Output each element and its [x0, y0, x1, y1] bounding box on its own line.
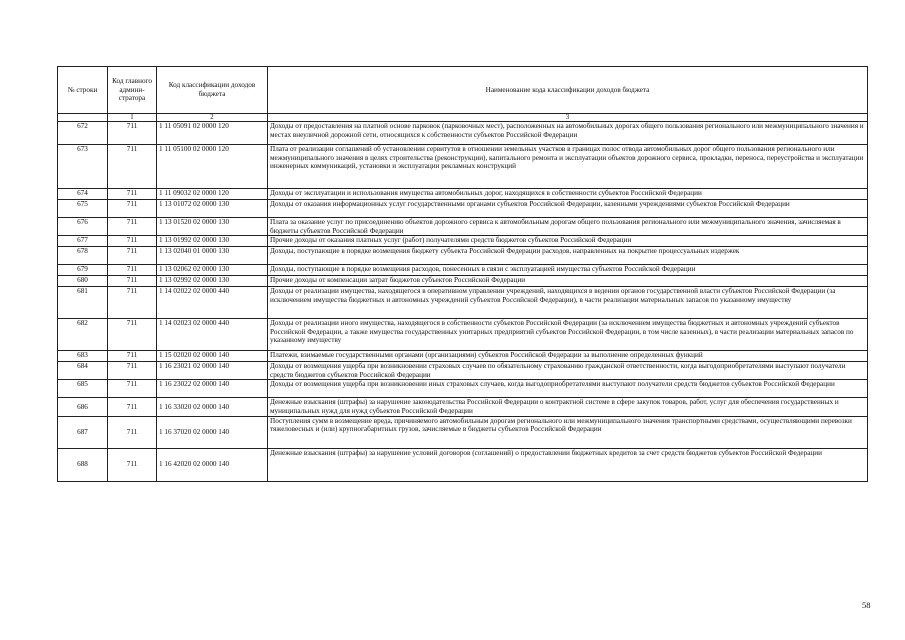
admin-code-cell: 711	[108, 122, 157, 145]
classification-name-cell: Доходы от реализации имущества, находящегося в оперативном управлении учреждений, находящихся в ведении органов государственной власти субъектов Российской Федерации (за исключением имущества бюджетных и автономных учреждений субъектов Российской Федерации), в части реализации материальных запасов по указанному имуществу	[268, 287, 868, 319]
table-row	[58, 145, 868, 189]
classification-code-cell: 1 16 23021 02 0000 140	[157, 362, 268, 380]
classification-code-cell: 1 14 02023 02 0000 440	[157, 319, 268, 351]
table-row	[58, 287, 868, 319]
table-row	[58, 122, 868, 145]
classification-name-cell: Плата за оказание услуг по присоединению объектов дорожного сервиса к автомобильным дорогам общего пользования регионального или межмуниципального значения, зачисляемая в бюджеты субъектов Российской Федерации	[268, 218, 868, 236]
row-number-cell: 678	[58, 247, 108, 265]
row-number-cell: 682	[58, 319, 108, 351]
row-number-cell: 677	[58, 236, 108, 247]
table-row	[58, 189, 868, 200]
column-number: 1	[108, 114, 157, 122]
classification-code-cell: 1 13 01992 02 0000 130	[157, 236, 268, 247]
revenue-classification-table-container	[57, 66, 868, 482]
classification-code-cell: 1 11 05091 02 0000 120	[157, 122, 268, 145]
table-row	[58, 380, 868, 398]
admin-code-cell: 711	[108, 362, 157, 380]
table-row	[58, 247, 868, 265]
column-number-row	[58, 114, 868, 122]
classification-name-cell: Доходы от возмещения ущерба при возникновении иных страховых случаев, когда выгодоприобретателями выступают получатели средств бюджетов субъектов Российской Федерации	[268, 380, 868, 398]
classification-code-cell: 1 13 02062 02 0000 130	[157, 265, 268, 276]
table-row	[58, 448, 868, 481]
header-classification-code: Код классификации доходов бюджета	[157, 67, 268, 114]
row-number-cell: 675	[58, 200, 108, 218]
admin-code-cell: 711	[108, 398, 157, 416]
classification-code-cell: 1 13 02040 01 0000 130	[157, 247, 268, 265]
table-row	[58, 319, 868, 351]
classification-name-cell: Денежные взыскания (штрафы) за нарушение условий договоров (соглашений) о предоставлении бюджетных кредитов за счет средств бюджетов субъектов Российской Федерации	[268, 448, 868, 481]
classification-code-cell: 1 15 02020 02 0000 140	[157, 351, 268, 362]
row-number-cell: 676	[58, 218, 108, 236]
header-row-number: № строки	[58, 67, 108, 114]
row-number-cell: 687	[58, 416, 108, 448]
table-row	[58, 416, 868, 448]
table-row	[58, 218, 868, 236]
classification-name-cell: Прочие доходы от оказания платных услуг (работ) получателями средств бюджетов субъектов Российской Федерации	[268, 236, 868, 247]
row-number-cell: 686	[58, 398, 108, 416]
classification-name-cell: Доходы от реализации иного имущества, находящегося в собственности субъектов Российской Федерации (за исключением имущества бюджетных и автономных учреждений субъектов Российской Федерации, а также имущества государственных унитарных предприятий субъектов Российской Федерации, в том числе казенных), в части реализации материальных запасов по указанному имуществу	[268, 319, 868, 351]
row-number-cell: 684	[58, 362, 108, 380]
table-row	[58, 236, 868, 247]
classification-code-cell: 1 13 02992 02 0000 130	[157, 276, 268, 287]
table-row	[58, 351, 868, 362]
classification-name-cell: Денежные взыскания (штрафы) за нарушение законодательства Российской Федерации о контрактной системе в сфере закупок товаров, работ, услуг для обеспечения государственных и муниципальных нужд для нужд субъектов Российской Федерации	[268, 398, 868, 416]
admin-code-cell: 711	[108, 319, 157, 351]
classification-code-cell: 1 14 02022 02 0000 440	[157, 287, 268, 319]
admin-code-cell: 711	[108, 218, 157, 236]
row-number-cell: 683	[58, 351, 108, 362]
classification-code-cell: 1 16 23022 02 0000 140	[157, 380, 268, 398]
row-number-cell: 681	[58, 287, 108, 319]
classification-name-cell: Доходы от оказания информационных услуг государственными органами субъектов Российской Федерации, казенными учреждениями субъектов Российской Федерации	[268, 200, 868, 218]
classification-code-cell: 1 13 01072 02 0000 130	[157, 200, 268, 218]
classification-code-cell: 1 13 01520 02 0000 130	[157, 218, 268, 236]
admin-code-cell: 711	[108, 236, 157, 247]
classification-code-cell: 1 16 37020 02 0000 140	[157, 416, 268, 448]
classification-name-cell: Доходы от возмещения ущерба при возникновении страховых случаев по обязательному страхованию гражданской ответственности, когда выгодоприобретателями выступают получатели средств бюджетов субъектов Российской Федерации	[268, 362, 868, 380]
table-body	[58, 122, 868, 482]
admin-code-cell: 711	[108, 287, 157, 319]
classification-code-cell: 1 11 05100 02 0000 120	[157, 145, 268, 189]
row-number-cell: 673	[58, 145, 108, 189]
classification-name-cell: Доходы, поступающие в порядке возмещения расходов, понесенных в связи с эксплуатацией имущества субъектов Российской Федерации	[268, 265, 868, 276]
classification-code-cell: 1 16 42020 02 0000 140	[157, 448, 268, 481]
table-row	[58, 200, 868, 218]
table-header-row	[58, 67, 868, 114]
classification-code-cell: 1 11 09032 02 0000 120	[157, 189, 268, 200]
admin-code-cell: 711	[108, 351, 157, 362]
classification-name-cell: Доходы от эксплуатации и использования имущества автомобильных дорог, находящихся в собственности субъектов Российской Федерации	[268, 189, 868, 200]
admin-code-cell: 711	[108, 200, 157, 218]
classification-name-cell: Плата от реализации соглашений об установлении сервитутов в отношении земельных участков в границах полос отвода автомобильных дорог общего пользования регионального или межмуниципального значения в целях строительства (реконструкции), капитального ремонта и эксплуатации объектов дорожного сервиса, прокладки, переноса, переустройства и эксплуатации инженерных коммуникаций, установки и эксплуатации рекламных конструкций	[268, 145, 868, 189]
revenue-classification-table	[57, 66, 868, 482]
admin-code-cell: 711	[108, 145, 157, 189]
table-row	[58, 398, 868, 416]
row-number-cell: 680	[58, 276, 108, 287]
row-number-cell: 679	[58, 265, 108, 276]
row-number-cell: 672	[58, 122, 108, 145]
admin-code-cell: 711	[108, 265, 157, 276]
header-admin-code: Код главного админи-стратора	[108, 67, 157, 114]
admin-code-cell: 711	[108, 276, 157, 287]
table-row	[58, 362, 868, 380]
table-row	[58, 276, 868, 287]
classification-name-cell: Платежи, взимаемые государственными органами (организациями) субъектов Российской Федерации за выполнение определенных функций	[268, 351, 868, 362]
classification-name-cell: Прочие доходы от компенсации затрат бюджетов субъектов Российской Федерации	[268, 276, 868, 287]
header-classification-name: Наименование кода классификации доходов бюджета	[268, 67, 868, 114]
page-number: 58	[862, 600, 871, 610]
row-number-cell: 685	[58, 380, 108, 398]
classification-name-cell: Доходы, поступающие в порядке возмещения бюджету субъекта Российской Федерации расходов, направленных на покрытие процессуальных издержек	[268, 247, 868, 265]
admin-code-cell: 711	[108, 247, 157, 265]
column-number	[58, 114, 108, 122]
admin-code-cell: 711	[108, 189, 157, 200]
table-row	[58, 265, 868, 276]
column-number: 2	[157, 114, 268, 122]
row-number-cell: 674	[58, 189, 108, 200]
admin-code-cell: 711	[108, 416, 157, 448]
classification-name-cell: Доходы от предоставления на платной основе парковок (парковочных мест), расположенных на автомобильных дорогах общего пользования регионального или межмуниципального значения и местах внеуличной дорожной сети, относящихся к собственности субъектов Российской Федерации	[268, 122, 868, 145]
admin-code-cell: 711	[108, 380, 157, 398]
admin-code-cell: 711	[108, 448, 157, 481]
column-number: 3	[268, 114, 868, 122]
row-number-cell: 688	[58, 448, 108, 481]
classification-name-cell: Поступления сумм в возмещение вреда, причиняемого автомобильным дорогам регионального или межмуниципального значения транспортными средствами, осуществляющими перевозки тяжеловесных и (или) крупногабаритных грузов, зачисляемые в бюджеты субъектов Российской Федерации	[268, 416, 868, 448]
classification-code-cell: 1 16 33020 02 0000 140	[157, 398, 268, 416]
